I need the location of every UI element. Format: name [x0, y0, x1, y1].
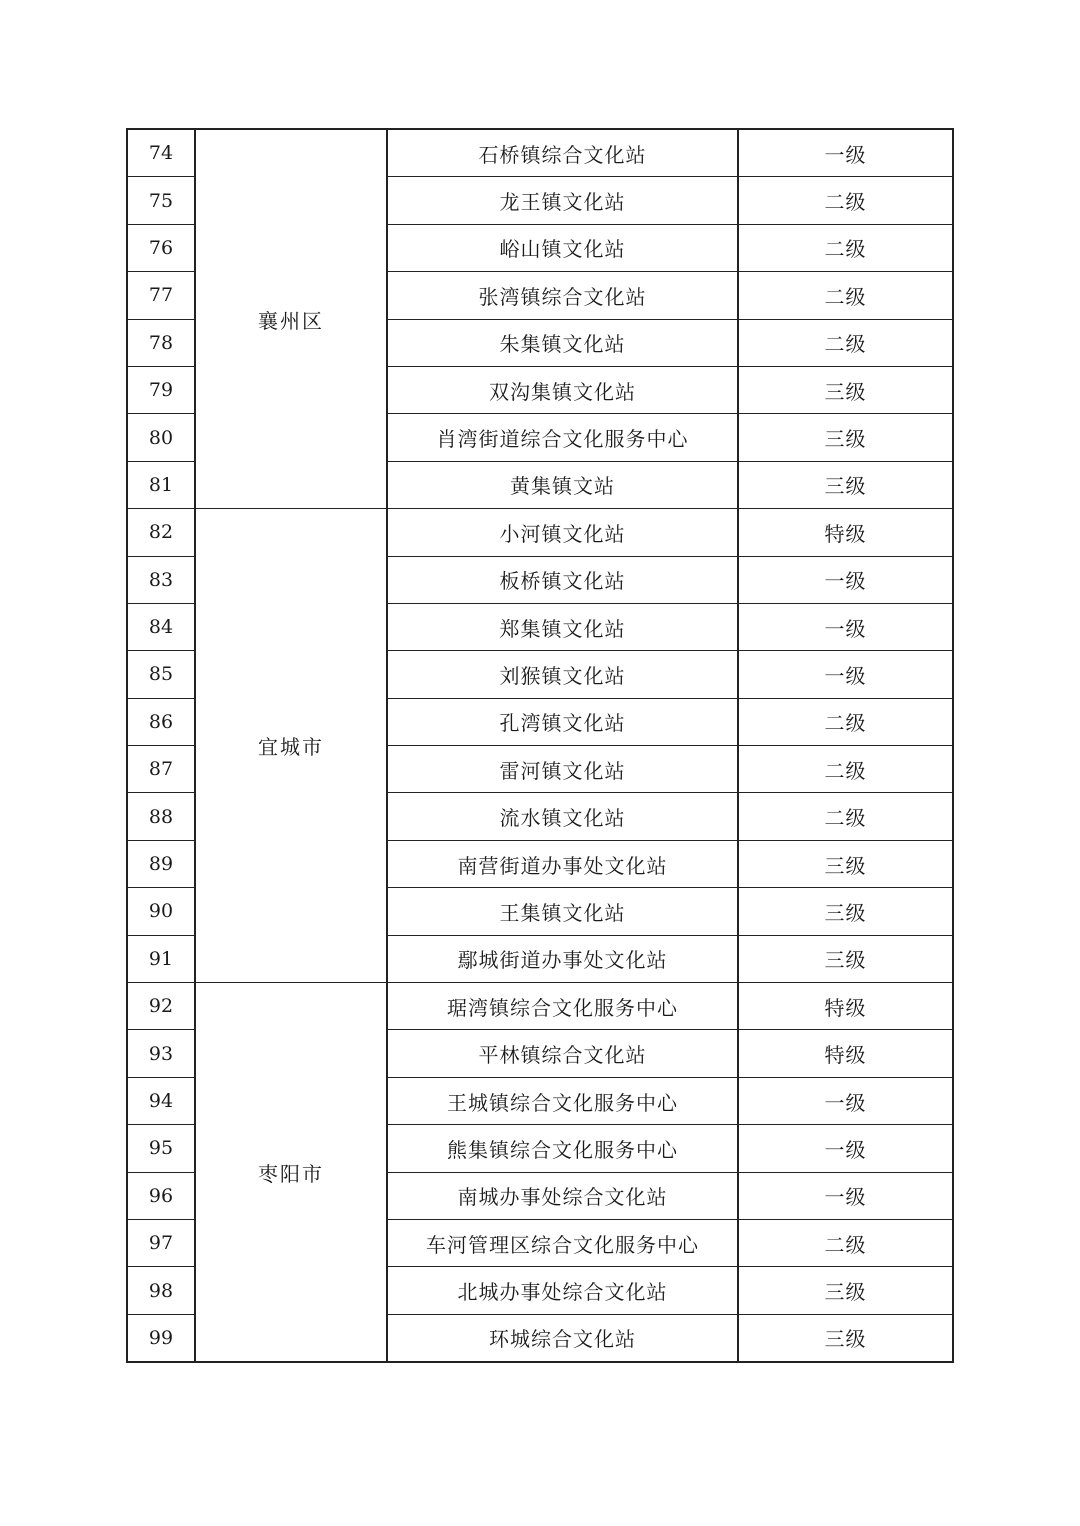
- row-number: 94: [127, 1077, 195, 1124]
- row-number: 80: [127, 414, 195, 461]
- station-name: 小河镇文化站: [387, 509, 738, 556]
- row-number: 89: [127, 840, 195, 887]
- station-name: 孔湾镇文化站: [387, 698, 738, 745]
- station-level: 二级: [738, 1219, 953, 1266]
- row-number: 85: [127, 651, 195, 698]
- station-name: 石桥镇综合文化站: [387, 129, 738, 177]
- station-level: 二级: [738, 746, 953, 793]
- row-number: 90: [127, 888, 195, 935]
- station-name: 北城办事处综合文化站: [387, 1267, 738, 1314]
- station-level: 三级: [738, 414, 953, 461]
- station-level: 二级: [738, 698, 953, 745]
- table-row: [127, 509, 953, 556]
- station-name: 环城综合文化站: [387, 1314, 738, 1362]
- station-name: 流水镇文化站: [387, 793, 738, 840]
- station-level: 二级: [738, 272, 953, 319]
- station-level: 三级: [738, 366, 953, 413]
- table-row: [127, 129, 953, 177]
- station-name: 南城办事处综合文化站: [387, 1172, 738, 1219]
- district-cell: 宜城市: [195, 509, 387, 983]
- station-level: 三级: [738, 888, 953, 935]
- station-level: 一级: [738, 1125, 953, 1172]
- row-number: 75: [127, 177, 195, 224]
- station-name: 肖湾街道综合文化服务中心: [387, 414, 738, 461]
- station-name: 张湾镇综合文化站: [387, 272, 738, 319]
- station-name: 王集镇文化站: [387, 888, 738, 935]
- row-number: 74: [127, 129, 195, 177]
- station-level: 一级: [738, 651, 953, 698]
- row-number: 77: [127, 272, 195, 319]
- station-level: 三级: [738, 840, 953, 887]
- row-number: 84: [127, 603, 195, 650]
- row-number: 81: [127, 461, 195, 508]
- station-name: 板桥镇文化站: [387, 556, 738, 603]
- row-number: 83: [127, 556, 195, 603]
- row-number: 97: [127, 1219, 195, 1266]
- station-name: 鄢城街道办事处文化站: [387, 935, 738, 982]
- station-level: 三级: [738, 461, 953, 508]
- station-level: 特级: [738, 983, 953, 1030]
- station-level: 一级: [738, 1172, 953, 1219]
- station-name: 黄集镇文站: [387, 461, 738, 508]
- row-number: 91: [127, 935, 195, 982]
- district-cell: 枣阳市: [195, 983, 387, 1363]
- station-name: 平林镇综合文化站: [387, 1030, 738, 1077]
- row-number: 88: [127, 793, 195, 840]
- row-number: 99: [127, 1314, 195, 1362]
- row-number: 79: [127, 366, 195, 413]
- row-number: 96: [127, 1172, 195, 1219]
- row-number: 76: [127, 224, 195, 271]
- station-name: 熊集镇综合文化服务中心: [387, 1125, 738, 1172]
- station-name: 郑集镇文化站: [387, 603, 738, 650]
- row-number: 95: [127, 1125, 195, 1172]
- station-name: 南营街道办事处文化站: [387, 840, 738, 887]
- station-level: 一级: [738, 556, 953, 603]
- station-rating-table: [126, 128, 954, 1363]
- station-name: 琚湾镇综合文化服务中心: [387, 983, 738, 1030]
- station-level: 一级: [738, 129, 953, 177]
- row-number: 98: [127, 1267, 195, 1314]
- station-level: 二级: [738, 793, 953, 840]
- station-level: 特级: [738, 509, 953, 556]
- row-number: 86: [127, 698, 195, 745]
- station-name: 朱集镇文化站: [387, 319, 738, 366]
- station-name: 王城镇综合文化服务中心: [387, 1077, 738, 1124]
- station-name: 刘猴镇文化站: [387, 651, 738, 698]
- row-number: 82: [127, 509, 195, 556]
- district-cell: 襄州区: [195, 129, 387, 509]
- station-level: 一级: [738, 1077, 953, 1124]
- station-level: 二级: [738, 224, 953, 271]
- station-name: 雷河镇文化站: [387, 746, 738, 793]
- station-name: 车河管理区综合文化服务中心: [387, 1219, 738, 1266]
- station-level: 一级: [738, 603, 953, 650]
- row-number: 87: [127, 746, 195, 793]
- row-number: 78: [127, 319, 195, 366]
- station-level: 三级: [738, 935, 953, 982]
- station-level: 三级: [738, 1314, 953, 1362]
- row-number: 92: [127, 983, 195, 1030]
- row-number: 93: [127, 1030, 195, 1077]
- table-row: [127, 983, 953, 1030]
- station-level: 二级: [738, 319, 953, 366]
- station-level: 二级: [738, 177, 953, 224]
- station-name: 双沟集镇文化站: [387, 366, 738, 413]
- station-name: 峪山镇文化站: [387, 224, 738, 271]
- station-name: 龙王镇文化站: [387, 177, 738, 224]
- station-level: 三级: [738, 1267, 953, 1314]
- station-level: 特级: [738, 1030, 953, 1077]
- table-body: [127, 129, 953, 1362]
